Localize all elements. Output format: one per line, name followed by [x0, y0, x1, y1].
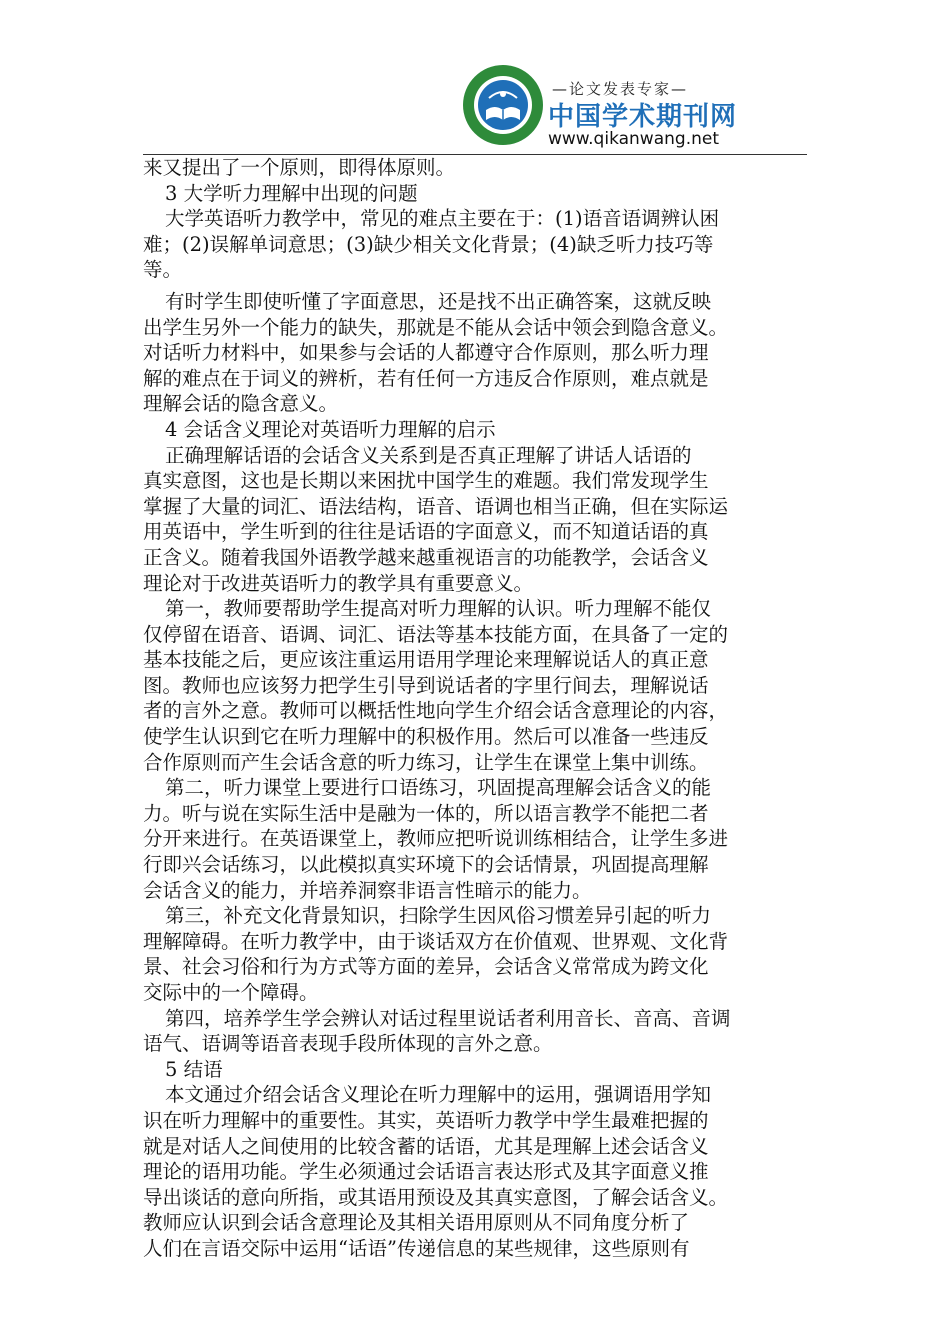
text-line: 使学生认识到它在听力理解中的积极作用。然后可以准备一些违反 [143, 725, 709, 749]
text-line: 理解障碍。在听力教学中，由于谈话双方在价值观、世界观、文化背 [143, 929, 729, 953]
text-line: 用英语中，学生听到的往往是话语的字面意义，而不知道话语的真 [143, 520, 709, 544]
text-line: 理解会话的隐含意义。 [143, 392, 339, 416]
text-line: 导出谈话的意向所指，或其语用预设及其真实意图，了解会话含义。 [143, 1185, 729, 1209]
header-slogan: —论文发表专家— [552, 80, 689, 98]
text-line: 对话听力材料中，如果参与会话的人都遵守合作原则，那么听力理 [143, 341, 709, 365]
text-line: 出学生另外一个能力的缺失，那就是不能从会话中领会到隐含意义。 [143, 315, 729, 339]
text-line: 正确理解话语的会话含义关系到是否真正理解了讲话人话语的 [165, 443, 692, 467]
logo-globe-book-icon [462, 64, 544, 146]
text-line: 正含义。随着我国外语教学越来越重视语言的功能教学，会话含义 [143, 545, 709, 569]
text-line: 解的难点在于词义的辨析，若有任何一方违反合作原则，难点就是 [143, 366, 709, 390]
text-line: 来又提出了一个原则，即得体原则。 [143, 156, 456, 179]
text-line: 第三，补充文化背景知识，扫除学生因风俗习惯差异引起的听力 [165, 904, 712, 928]
text-line: 分开来进行。在英语课堂上，教师应把听说训练相结合，让学生多进 [143, 827, 729, 851]
text-line: 行即兴会话练习，以此模拟真实环境下的会话情景，巩固提高理解 [143, 853, 709, 877]
site-url[interactable]: www.qikanwang.net [548, 129, 719, 149]
text-line: 基本技能之后，更应该注重运用语用学理论来理解说话人的真正意 [143, 648, 709, 672]
section-heading: 4 会话含义理论对英语听力理解的启示 [165, 417, 496, 441]
text-line: 等。 [143, 258, 183, 282]
text-line: 识在听力理解中的重要性。其实，英语听力教学中学生最难把握的 [143, 1108, 709, 1132]
text-line: 就是对话人之间使用的比较含蓄的话语，尤其是理解上述会话含义 [143, 1134, 709, 1158]
text-line: 图。教师也应该努力把学生引导到说话者的字里行间去，理解说话 [143, 673, 709, 697]
text-line: 理论对于改进英语听力的教学具有重要意义。 [143, 571, 534, 595]
text-line: 有时学生即使听懂了字面意思，还是找不出正确答案，这就反映 [165, 289, 712, 313]
text-line: 会话含义的能力，并培养洞察非语言性暗示的能力。 [143, 878, 592, 902]
text-line: 本文通过介绍会话含义理论在听力理解中的运用，强调语用学知 [165, 1083, 712, 1107]
article-body [143, 155, 807, 1262]
text-line: 仅停留在语音、语调、词汇、语法等基本技能方面，在具备了一定的 [143, 622, 729, 646]
text-line: 合作原则而产生会话含意的听力练习，让学生在课堂上集中训练。 [143, 750, 709, 774]
text-line: 真实意图，这也是长期以来困扰中国学生的难题。我们常发现学生 [143, 469, 709, 493]
section-heading: 5 结语 [165, 1057, 223, 1081]
text-line: 人们在言语交际中运用“话语”传递信息的某些规律，这些原则有 [143, 1236, 690, 1260]
text-line: 语气、语调等语音表现手段所体现的言外之意。 [143, 1032, 553, 1056]
text-line: 第一，教师要帮助学生提高对听力理解的认识。听力理解不能仅 [165, 597, 712, 621]
text-line: 力。听与说在实际生活中是融为一体的，所以语言教学不能把二者 [143, 801, 709, 825]
text-line: 交际中的一个障碍。 [143, 981, 319, 1004]
text-line: 景、社会习俗和行为方式等方面的差异，会话含义常常成为跨文化 [143, 955, 709, 979]
text-line: 理论的语用功能。学生必须通过会话语言表达形式及其字面意义推 [143, 1160, 709, 1184]
site-name: 中国学术期刊网 [548, 102, 738, 132]
section-heading: 3 大学听力理解中出现的问题 [165, 181, 418, 205]
text-line: 掌握了大量的词汇、语法结构，语音、语调也相当正确，但在实际运 [143, 494, 729, 518]
text-line: 者的言外之意。教师可以概括性地向学生介绍会话含意理论的内容， [143, 699, 729, 723]
text-line: 第二，听力课堂上要进行口语练习，巩固提高理解会话含义的能 [165, 776, 712, 800]
text-line: 第四，培养学生学会辨认对话过程里说话者利用音长、音高、音调 [165, 1006, 731, 1030]
text-line: 大学英语听力教学中，常见的难点主要在于：(1)语音语调辨认困 [165, 207, 720, 231]
page-header [0, 0, 950, 155]
text-line: 教师应认识到会话含意理论及其相关语用原则从不同角度分析了 [143, 1211, 690, 1235]
text-line: 难；(2)误解单词意思；(3)缺少相关文化背景；(4)缺乏听力技巧等 [143, 232, 714, 256]
